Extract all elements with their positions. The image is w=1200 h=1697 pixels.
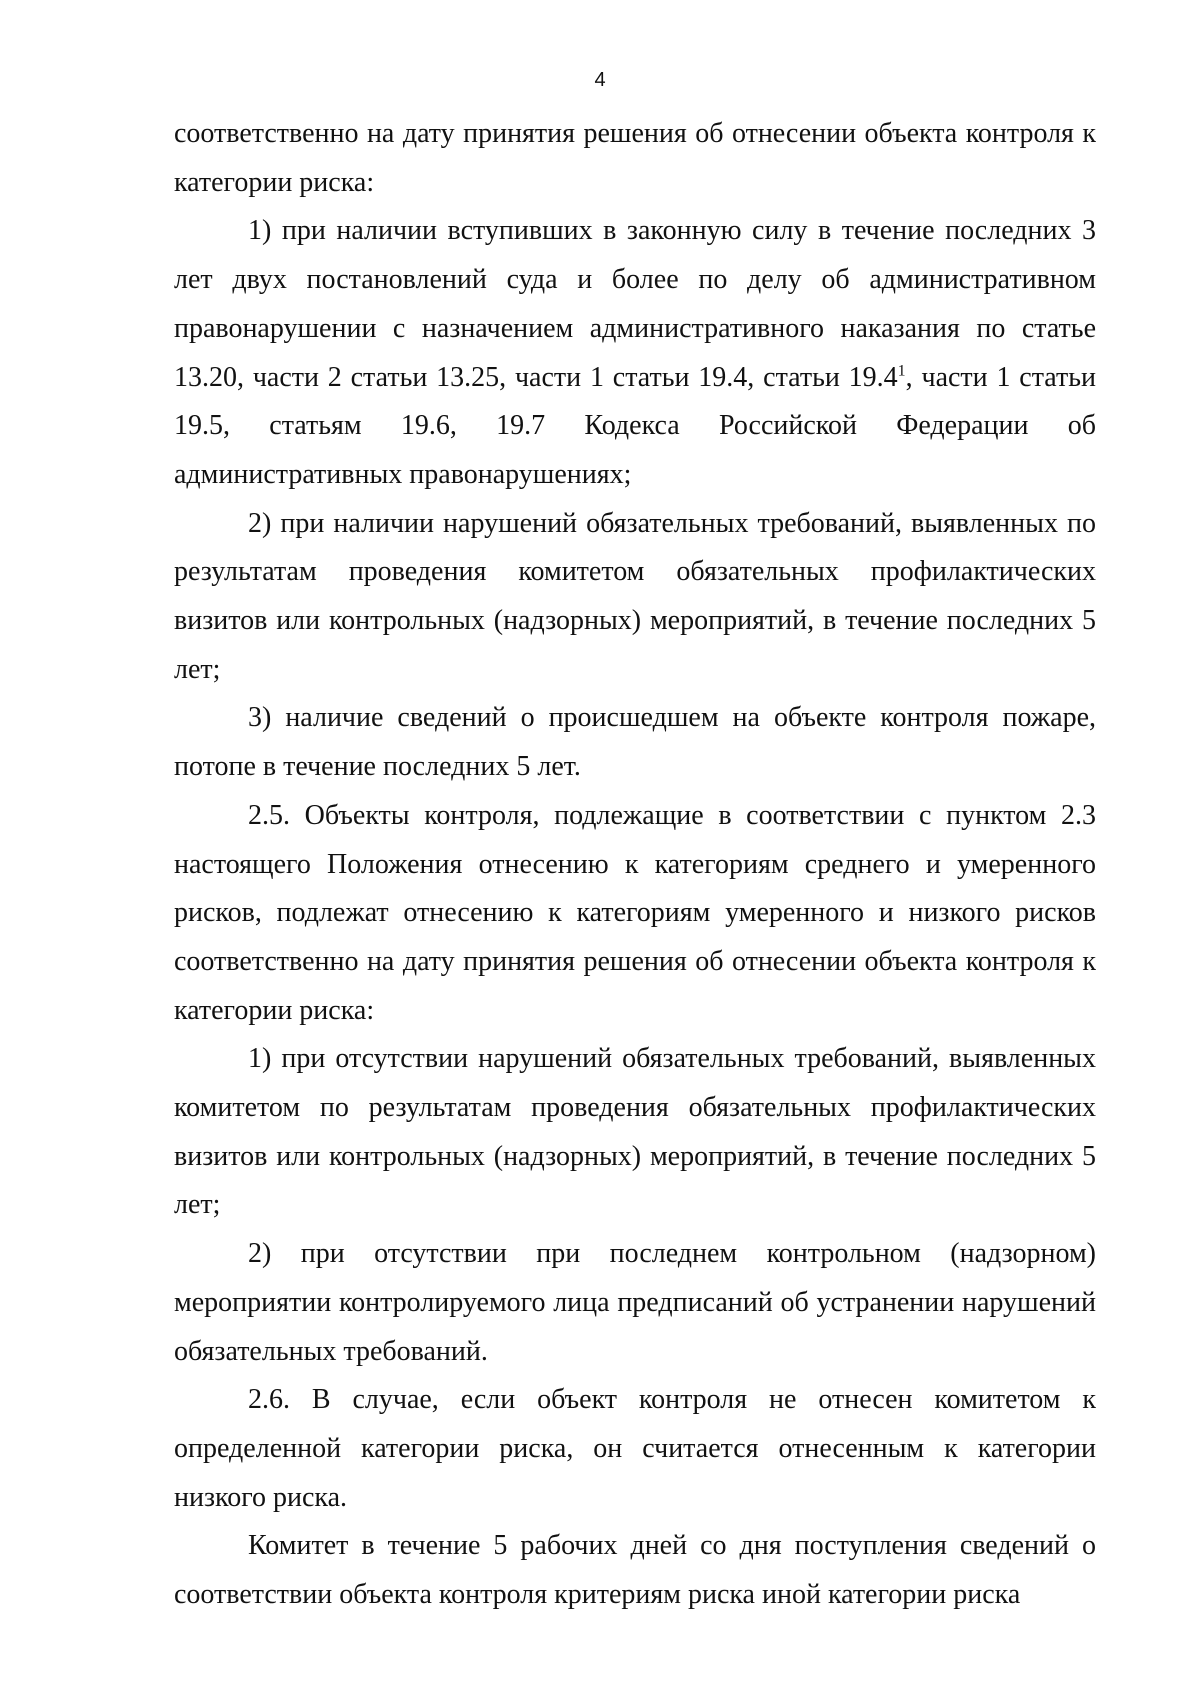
paragraph: 2.6. В случае, если объект контроля не отнесен комитетом к определенной категории риска, он считается отнесенным к категории низкого риска. [174,1384,1096,1513]
paragraph: 2) при отсутствии при последнем контрольном (надзорном) мероприятии контролируемого лица предписаний об устранении нарушений обязательных требований. [174,1238,1096,1367]
superscript: 1 [897,362,906,380]
paragraph: 1) при наличии вступивших в законную силу в течение последних 3 лет двух постановлений суда и более по делу об административном правонарушении с назначением административного наказания по статье 13.20, части 2 статьи 13.25, части 1 статьи 19.4, статьи 19.4$^1$, части 1 статьи 19.5, статьям 19.6, 19.7 Кодекса Российской Федерации об административных правонарушениях; [174,215,1097,490]
page-number: 4 [594,69,606,91]
paragraph: 2) при наличии нарушений обязательных требований, выявленных по результатам проведения комитетом обязательных профилактических визитов или контрольных (надзорных) мероприятий, в течение последних 5 лет; [174,507,1096,685]
paragraph: соответственно на дату принятия решения об отнесении объекта контроля к категории риска: [174,118,1096,198]
paragraph: 1) при отсутствии нарушений обязательных требований, выявленных комитетом по результатам проведения обязательных профилактических визитов или контрольных (надзорных) мероприятий, в течение последних 5 лет; [174,1043,1096,1221]
paragraph: 3) наличие сведений о происшедшем на объекте контроля пожаре, потопе в течение последних 5 лет. [174,702,1096,783]
document-body [174,110,1096,1620]
paragraph: 2.5. Объекты контроля, подлежащие в соответствии с пунктом 2.3 настоящего Положения отнесению к категориям среднего и умеренного рисков, подлежат отнесению к категориям умеренного и низкого рисков соответственно на дату принятия решения об отнесении объекта контроля к категории риска: [174,799,1096,1026]
paragraph: Комитет в течение 5 рабочих дней со дня поступления сведений о соответствии объекта контроля критериям риска иной категории риска [174,1530,1096,1611]
